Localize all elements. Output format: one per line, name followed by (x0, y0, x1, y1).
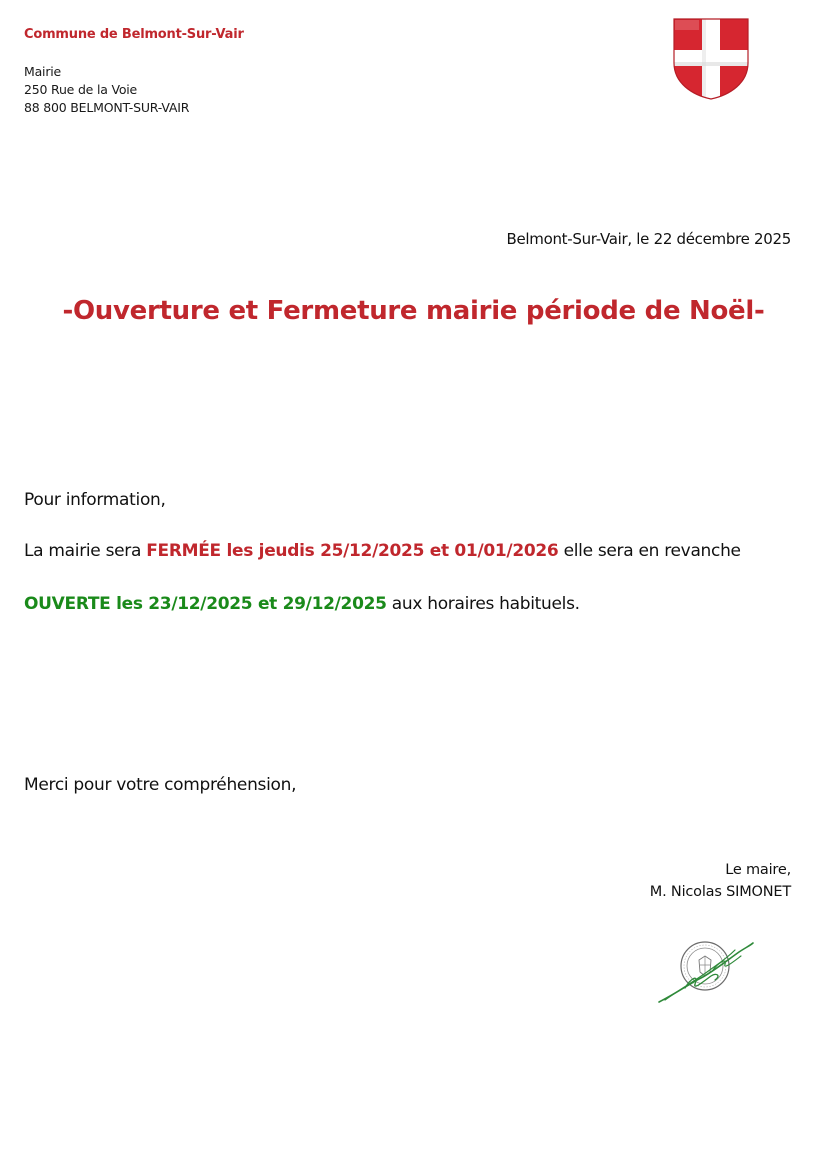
closure-suffix: elle sera en revanche (558, 541, 741, 561)
signatory-role: Le maire, (725, 862, 791, 878)
opening-paragraph (24, 594, 580, 614)
greeting: Pour information, (24, 490, 166, 510)
closing-line: Merci pour votre compréhension, (24, 775, 297, 795)
savoy-cross-shield-icon (672, 17, 750, 101)
address-line-3: 88 800 BELMONT-SUR-VAIR (24, 100, 190, 115)
closed-dates: FERMÉE les jeudis 25/12/2025 et 01/01/2026 (146, 541, 559, 561)
signatory-name: M. Nicolas SIMONET (649, 884, 791, 900)
closure-prefix: La mairie sera (24, 541, 147, 561)
official-stamp-signature-icon (655, 932, 757, 1008)
opening-suffix: aux horaires habituels. (386, 594, 580, 614)
address-line-1: Mairie (24, 64, 62, 79)
date-line: Belmont-Sur-Vair, le 22 décembre 2025 (506, 230, 791, 248)
open-dates: OUVERTE les 23/12/2025 et 29/12/2025 (24, 594, 387, 614)
closure-paragraph (24, 541, 741, 561)
address-line-2: 250 Rue de la Voie (24, 82, 138, 97)
page-title: -Ouverture et Fermeture mairie période de Noël- (62, 296, 765, 326)
commune-name: Commune de Belmont-Sur-Vair (24, 27, 244, 42)
